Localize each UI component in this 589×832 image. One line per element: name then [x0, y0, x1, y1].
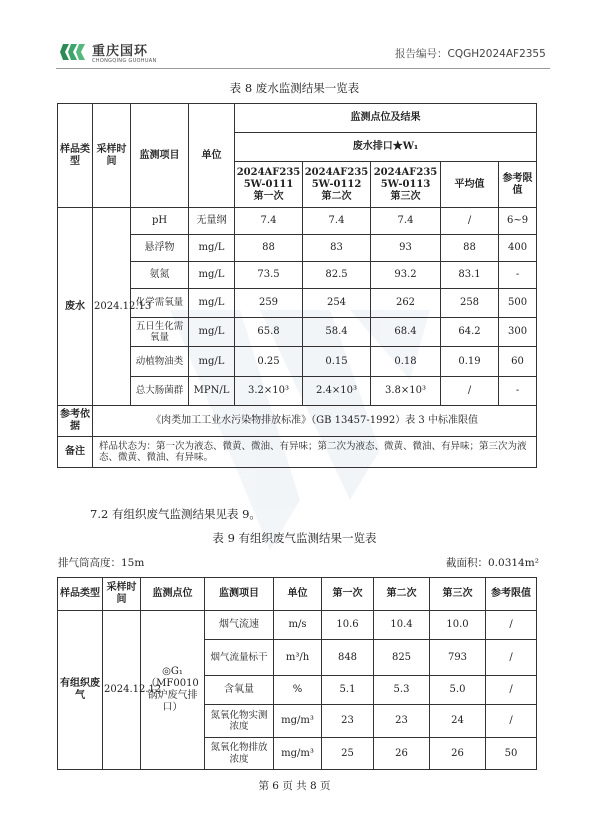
th-run3-code-b: 5W-0113	[380, 178, 431, 190]
cell-v1: 0.25	[235, 347, 303, 377]
cell-limit: 500	[499, 289, 537, 318]
cell9-v1: 5.1	[322, 676, 374, 705]
cell-unit: 无量纲	[189, 208, 235, 235]
section-7-2-text: 7.2 有组织废气监测结果见表 9。	[90, 507, 261, 521]
cell9-sample-type: 有组织废气	[58, 611, 103, 770]
cell9-limit: /	[486, 676, 537, 705]
cell-avg: /	[441, 208, 499, 235]
th9-limit: 参考限值	[486, 578, 537, 611]
cell-avg: 258	[441, 289, 499, 318]
cell9-v2: 23	[374, 705, 430, 738]
brand-name-cn: 重庆国环	[92, 44, 149, 59]
page-footer: 第 6 页 共 8 页	[258, 780, 331, 792]
cell9-item: 氮氧化物实测浓度	[205, 705, 274, 738]
cell9-v3: 24	[430, 705, 486, 738]
cell-v3: 93	[371, 235, 441, 262]
cell-limit: 60	[499, 347, 537, 377]
cell9-point: ◎G₁（MF0010锅炉废气排口）	[141, 611, 205, 770]
cell-v3: 262	[371, 289, 441, 318]
cell-v3: 68.4	[371, 318, 441, 347]
cell-v2: 58.4	[303, 318, 371, 347]
cell-v1: 7.4	[235, 208, 303, 235]
th-unit: 单位	[189, 104, 235, 208]
th-run2-label: 第二次	[321, 190, 352, 202]
cell-v1: 65.8	[235, 318, 303, 347]
th9-sample-type: 样品类型	[58, 578, 103, 611]
th9-run3: 第三次	[430, 578, 486, 611]
th9-item: 监测项目	[205, 578, 274, 611]
cell9-sampling-date: 2024.12.12	[103, 611, 141, 770]
cell-limit: -	[499, 262, 537, 289]
cell-sample-type: 废水	[58, 208, 93, 406]
th-run1-code-b: 5W-0111	[243, 178, 294, 190]
cell9-v2: 10.4	[374, 611, 430, 640]
th-run2	[303, 162, 371, 208]
cell9-unit: mg/m³	[274, 705, 322, 738]
th-run2-code-a: 2024AF235	[304, 166, 369, 178]
cell-item: 总大肠菌群	[131, 377, 189, 406]
cell9-v3: 793	[430, 640, 486, 676]
brand-name-en: CHONGQING GUOHUAN	[92, 58, 157, 64]
cell-v3: 0.18	[371, 347, 441, 377]
cell9-v1: 25	[322, 738, 374, 770]
cell-unit: mg/L	[189, 289, 235, 318]
cell-basis-text: 《肉类加工工业水污染物排放标准》（GB 13457-1992）表 3 中标准限值	[93, 406, 537, 437]
cell-avg: /	[441, 377, 499, 406]
stack-height: 排气筒高度：15m	[58, 557, 145, 569]
cell9-item: 烟气流速	[205, 611, 274, 640]
cell-avg: 83.1	[441, 262, 499, 289]
cell-unit: MPN/L	[189, 377, 235, 406]
th-point: 废水排口★W₁	[235, 133, 537, 162]
cell-limit: 400	[499, 235, 537, 262]
th-average: 平均值	[441, 162, 499, 208]
cell-v1: 3.2×10³	[235, 377, 303, 406]
th9-point: 监测点位	[141, 578, 205, 611]
th-run3-label: 第三次	[390, 190, 421, 202]
cell9-item: 氮氧化物排放浓度	[205, 738, 274, 770]
cell-unit: mg/L	[189, 318, 235, 347]
cell-sampling-date: 2024.12.13	[93, 208, 131, 406]
cell9-limit: /	[486, 611, 537, 640]
cell9-unit: m³/h	[274, 640, 322, 676]
cell-remark-text: 样品状态为：第一次为液态、微黄、微油、有异味；第二次为液态、微黄、微油、有异味；第三次为液态、微黄、微油、有异味。	[93, 437, 537, 468]
cell-v2: 254	[303, 289, 371, 318]
th9-run1: 第一次	[322, 578, 374, 611]
header-divider	[56, 68, 550, 69]
cell9-v1: 23	[322, 705, 374, 738]
cell-item: 化学需氧量	[131, 289, 189, 318]
cell-item: 动植物油类	[131, 347, 189, 377]
cell-item: 五日生化需氧量	[131, 318, 189, 347]
cross-section-area: 截面积：0.0314m²	[446, 557, 539, 569]
cell-unit: mg/L	[189, 262, 235, 289]
cell9-limit: 50	[486, 738, 537, 770]
table8-caption: 表 8 废水监测结果一览表	[229, 81, 360, 95]
th-limit: 参考限值	[499, 162, 537, 208]
cell-v2: 82.5	[303, 262, 371, 289]
th9-sampling-time: 采样时间	[103, 578, 141, 611]
cell9-v3: 10.0	[430, 611, 486, 640]
cell9-unit: %	[274, 676, 322, 705]
cell9-unit: mg/m³	[274, 738, 322, 770]
cell-v1: 88	[235, 235, 303, 262]
th-run3-code-a: 2024AF235	[373, 166, 438, 178]
cell9-v1: 10.6	[322, 611, 374, 640]
cell9-limit: /	[486, 640, 537, 676]
cell-v1: 259	[235, 289, 303, 318]
cell-limit: 6~9	[499, 208, 537, 235]
cell-v2: 0.15	[303, 347, 371, 377]
cell-v3: 93.2	[371, 262, 441, 289]
cell9-v3: 26	[430, 738, 486, 770]
cell9-v2: 825	[374, 640, 430, 676]
th-sample-type: 样品类型	[58, 104, 93, 208]
th-item: 监测项目	[131, 104, 189, 208]
cell-avg: 88	[441, 235, 499, 262]
cell-v2: 2.4×10³	[303, 377, 371, 406]
cell-v3: 7.4	[371, 208, 441, 235]
company-logo	[60, 40, 90, 64]
cell9-item: 含氧量	[205, 676, 274, 705]
th-sampling-time: 采样时间	[93, 104, 131, 208]
cell9-limit: /	[486, 705, 537, 738]
cell-unit: mg/L	[189, 347, 235, 377]
report-number: 报告编号：CQGH2024AF2355	[395, 48, 546, 60]
cell-v2: 7.4	[303, 208, 371, 235]
th9-run2: 第二次	[374, 578, 430, 611]
th-run1-code-a: 2024AF235	[236, 166, 301, 178]
cell-avg: 64.2	[441, 318, 499, 347]
cell9-v3: 5.0	[430, 676, 486, 705]
th-run1	[235, 162, 303, 208]
cell-v1: 73.5	[235, 262, 303, 289]
cell-avg: 0.19	[441, 347, 499, 377]
cell-v3: 3.8×10³	[371, 377, 441, 406]
cell-v2: 83	[303, 235, 371, 262]
cell9-item: 烟气流量标干	[205, 640, 274, 676]
cell-item: 氨氮	[131, 262, 189, 289]
cell9-v2: 26	[374, 738, 430, 770]
th9-unit: 单位	[274, 578, 322, 611]
cell9-unit: m/s	[274, 611, 322, 640]
cell9-v1: 848	[322, 640, 374, 676]
cell-limit: 300	[499, 318, 537, 347]
th-run2-code-b: 5W-0112	[311, 178, 362, 190]
wastewater-results-table	[57, 103, 537, 468]
cell-item: pH	[131, 208, 189, 235]
cell-limit: -	[499, 377, 537, 406]
cell-item: 悬浮物	[131, 235, 189, 262]
th-run3	[371, 162, 441, 208]
exhaust-gas-results-table	[57, 577, 537, 770]
th-run1-label: 第一次	[253, 190, 284, 202]
cell-unit: mg/L	[189, 235, 235, 262]
th-point-results: 监测点位及结果	[235, 104, 537, 133]
cell-basis-label: 参考依据	[58, 406, 93, 437]
cell9-v2: 5.3	[374, 676, 430, 705]
table9-caption: 表 9 有组织废气监测结果一览表	[212, 531, 377, 545]
cell-remark-label: 备注	[58, 437, 93, 468]
